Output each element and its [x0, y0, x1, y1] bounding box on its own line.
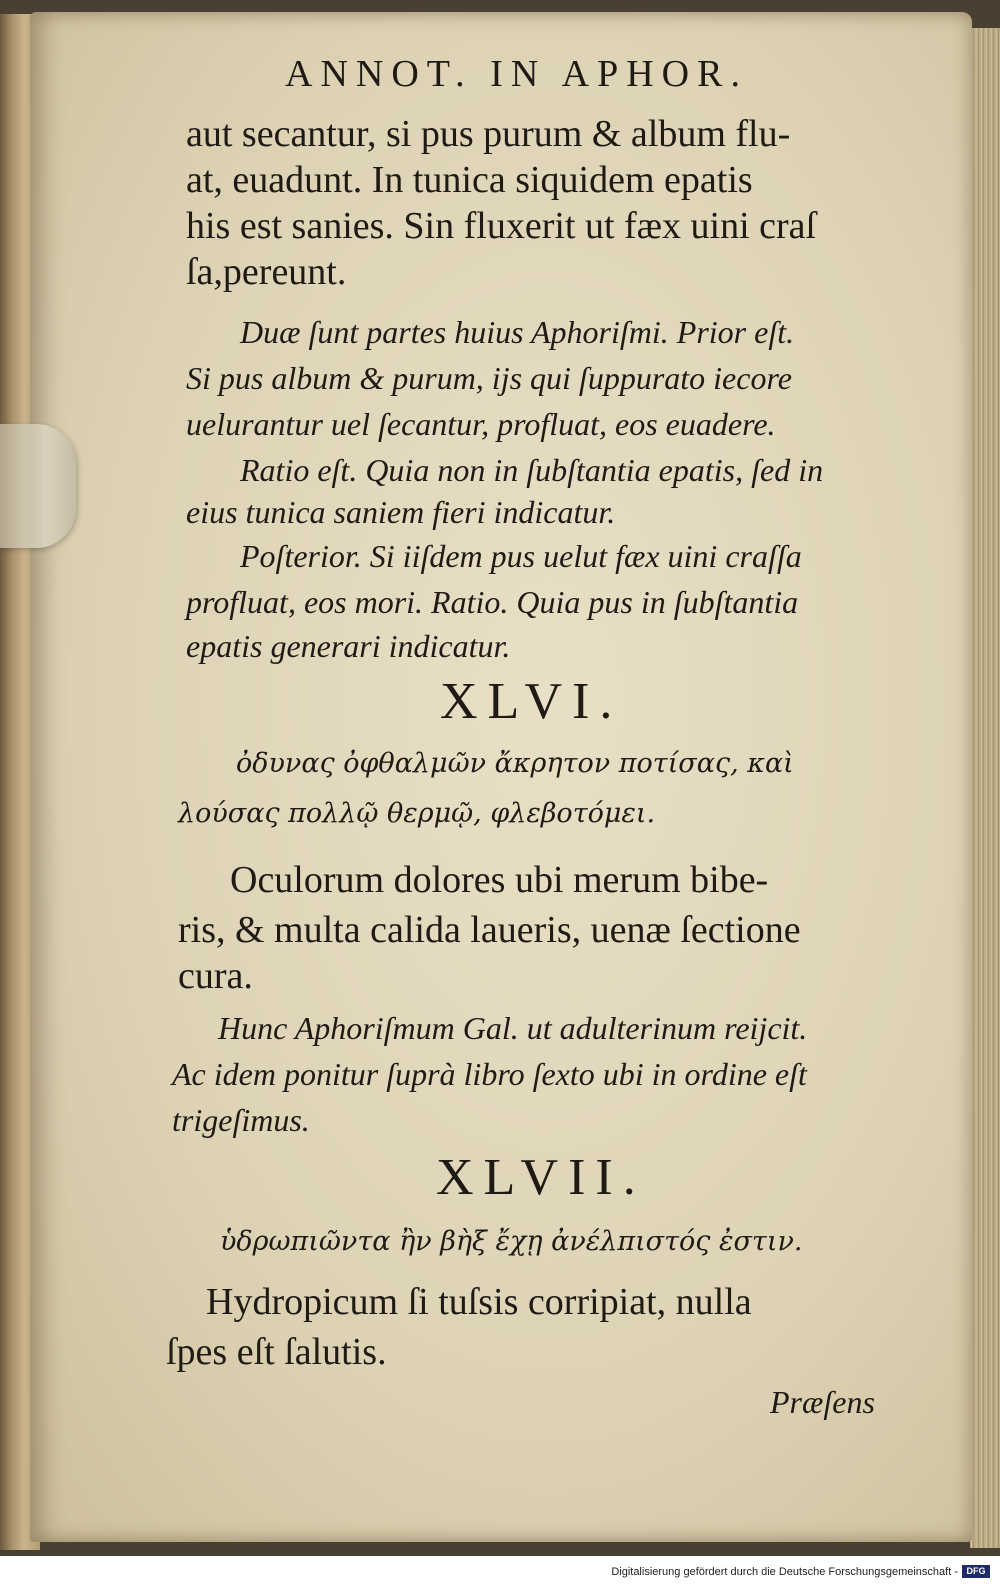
- page-clip: [0, 424, 76, 548]
- commentary-line: eius tunica saniem fieri indicatur.: [186, 494, 616, 530]
- section-number: XLVI.: [440, 673, 623, 730]
- catchword: Præſens: [770, 1384, 875, 1420]
- commentary-line: uelurantur uel ſecantur, profluat, eos euadere.: [186, 406, 776, 442]
- greek-line: ὑδρωπιῶντα ἢν βὴξ ἔχῃ ἀνέλπιστός ἐστιν.: [220, 1226, 803, 1257]
- text-line: ſpes eſt ſalutis.: [166, 1331, 387, 1373]
- page-stack-edge: [970, 28, 1000, 1548]
- text-line: ſa,pereunt.: [186, 251, 347, 293]
- commentary-line: profluat, eos mori. Ratio. Quia pus in ſubſtantia: [186, 584, 799, 620]
- text-line: Oculorum dolores ubi merum bibe-: [230, 859, 769, 901]
- commentary-line: Ac idem ponitur ſuprà libro ſexto ubi in ordine eſt: [172, 1056, 807, 1092]
- running-header: ANNOT. IN APHOR.: [285, 53, 748, 95]
- section-number: XLVII.: [436, 1149, 646, 1206]
- commentary-line: Si pus album & purum, ijs qui ſuppurato iecore: [186, 360, 792, 396]
- dfg-logo: DFG: [962, 1565, 990, 1578]
- text-line: cura.: [178, 955, 253, 997]
- commentary-line: epatis generari indicatur.: [186, 628, 511, 664]
- text-line: aut secantur, si pus purum & album flu-: [186, 113, 791, 155]
- commentary-line: trigeſimus.: [172, 1102, 310, 1138]
- commentary-line: Duæ ſunt partes huius Aphoriſmi. Prior eſt.: [240, 314, 795, 350]
- greek-line: ὀδυνας ὀφθαλμῶν ἄκρητον ποτίσας, καὶ: [236, 748, 794, 779]
- commentary-line: Poſterior. Si iiſdem pus uelut fæx uini craſſa: [240, 538, 802, 574]
- text-line: Hydropicum ſi tuſsis corripiat, nulla: [206, 1281, 752, 1323]
- text-line: ris, & multa calida laueris, uenæ ſectione: [178, 909, 801, 951]
- digitization-credit: Digitalisierung gefördert durch die Deutsche Forschungsgemeinschaft -: [611, 1566, 958, 1578]
- text-line: at, euadunt. In tunica siquidem epatis: [186, 159, 753, 201]
- greek-line: λούσας πολλῷ θερμῷ, φλεβοτόμει.: [178, 798, 656, 829]
- text-line: his est sanies. Sin fluxerit ut fæx uini craſ: [186, 205, 817, 247]
- commentary-line: Ratio eſt. Quia non in ſubſtantia epatis, ſed in: [240, 452, 824, 488]
- commentary-line: Hunc Aphoriſmum Gal. ut adulterinum reijcit.: [218, 1010, 808, 1046]
